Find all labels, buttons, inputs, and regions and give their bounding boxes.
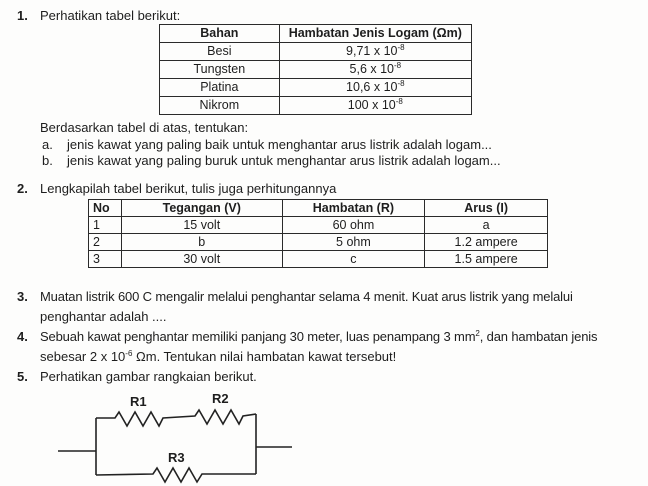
table-header-row [89,200,548,217]
resistor-r3-icon [96,468,256,482]
header-hambatan: Hambatan (R) [282,200,425,217]
q1-instruction: Berdasarkan tabel di atas, tentukan: [40,120,249,135]
cell-tegangan: 30 volt [121,251,282,268]
cell-bahan: Tungsten [160,61,280,79]
q4-line2-a: sebesar 2 x 10 [40,349,126,364]
circuit-diagram [0,386,320,486]
q2-prompt: Lengkapilah tabel berikut, tulis juga perhitungannya [40,181,337,196]
table-row [160,61,472,79]
q1-item-b-label: b. [42,153,53,168]
cell-resistivity: 9,71 x $10^{-8}$ [279,43,471,61]
cell-no: 2 [89,234,122,251]
table-row [89,217,548,234]
cell-hambatan: c [282,251,425,268]
q1-number: 1. [17,8,28,23]
q3-number: 3. [17,289,28,304]
cell-resistivity: 100 x $10^{-8}$ [279,97,471,115]
table-row [160,43,472,61]
cell-hambatan: 5 ohm [282,234,425,251]
resistor-r1-icon [96,410,256,426]
cell-bahan: Platina [160,79,280,97]
header-arus: Arus (I) [425,200,548,217]
table-header-row [160,25,472,43]
header-bahan: Bahan [160,25,280,43]
cell-tegangan: b [121,234,282,251]
cell-bahan: Nikrom [160,97,280,115]
header-hambatan-jenis: Hambatan Jenis Logam (Ωm) [279,25,471,43]
r1-label: R1 [130,394,147,409]
q1-item-a-label: a. [42,137,53,152]
q2-number: 2. [17,181,28,196]
cell-no: 3 [89,251,122,268]
table-row [160,97,472,115]
header-tegangan: Tegangan (V) [121,200,282,217]
q5-prompt: Perhatikan gambar rangkaian berikut. [40,369,257,384]
q4-line1-b: , dan hambatan jenis [479,329,598,344]
q4-line1-a: Sebuah kawat penghantar memiliki panjang 30 meter, luas penampang 3 mm [40,329,476,344]
cell-arus: 1.5 ampere [425,251,548,268]
q4-line1 [40,329,597,344]
q4-number: 4. [17,329,28,344]
cell-hambatan: 60 ohm [282,217,425,234]
table-row [89,234,548,251]
cell-bahan: Besi [160,43,280,61]
r2-label: R2 [212,391,229,406]
q5-number: 5. [17,369,28,384]
q3-line1: Muatan listrik 600 C mengalir melalui penghantar selama 4 menit. Kuat arus listrik yang melalui [40,289,573,304]
cell-arus: a [425,217,548,234]
r3-label: R3 [168,450,185,465]
ohm-law-table [88,199,548,268]
cell-resistivity: 10,6 x $10^{-8}$ [279,79,471,97]
q1-item-a-text: jenis kawat yang paling baik untuk menghantar arus listrik adalah logam... [67,137,492,152]
table-row [89,251,548,268]
cell-tegangan: 15 volt [121,217,282,234]
cell-resistivity: 5,6 x $10^{-8}$ [279,61,471,79]
q4-line2 [40,349,396,364]
q4-line1-sup: 2 [475,329,480,338]
q1-item-b-text: jenis kawat yang paling buruk untuk menghantar arus listrik adalah logam... [67,153,501,168]
q1-prompt: Perhatikan tabel berikut: [40,8,181,23]
q4-line2-sup: -6 [125,349,133,358]
q3-line2: penghantar adalah .... [40,309,167,324]
resistivity-table [159,24,472,115]
cell-arus: 1.2 ampere [425,234,548,251]
cell-no: 1 [89,217,122,234]
table-row [160,79,472,97]
header-no: No [89,200,122,217]
q4-line2-b: Ωm. Tentukan nilai hambatan kawat tersebut! [132,349,397,364]
